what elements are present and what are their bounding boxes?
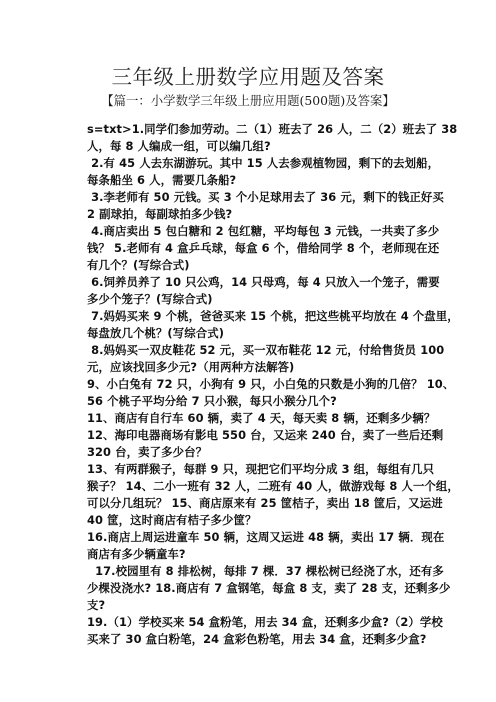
text-line: 6.饲养员养了 10 只公鸡，14 只母鸡，每 4 只放入一个笼子，需要 — [87, 275, 440, 289]
text-line: 2.有 45 人去东湖游玩。其中 15 人去参观植物园，剩下的去划船， — [87, 156, 440, 170]
text-line: 8.妈妈买一双皮鞋花 52 元，买一双布鞋花 12 元，付给售货员 100 — [87, 343, 445, 357]
text-line: 40 筐，这时商店有桔子多少筐？ — [87, 513, 257, 527]
text-line: 13、有两群猴子，每群 9 只，现把它们平均分成 3 组，每组有几只 — [87, 462, 435, 476]
text-line: 每盘放几个桃？(写综合式) — [87, 326, 225, 340]
text-line: 多少个笼子？(写综合式) — [87, 292, 213, 306]
text-line: 9、小白兔有 72 只，小狗有 9 只，小白兔的只数是小狗的几倍？ 10、 — [87, 377, 455, 391]
text-line: 19.（1）学校买来 54 盒粉笔，用去 34 盒，还剩多少盒?（2）学校 — [87, 615, 443, 629]
document-title: 三年级上册数学应用题及答案 — [111, 65, 385, 89]
text-line: 猴子？ 14、二小一班有 32 人，二班有 40 人，做游戏每 8 人一个组， — [87, 479, 459, 493]
text-line: 3.李老师有 50 元钱。买 3 个小足球用去了 36 元，剩下的钱正好买 — [87, 190, 444, 204]
text-line: 少棵没浇水? 18.商店有 7 盒钢笔，每盒 8 支，卖了 28 支，还剩多少 — [87, 581, 451, 595]
text-line: 17.校园里有 8 排松树，每排 7 棵．37 棵松树已经浇了水，还有多 — [87, 564, 444, 578]
text-line: 有几个？(写综合式) — [87, 258, 190, 272]
text-line: s=txt>1.同学们参加劳动。二（1）班去了 26 人，二（2）班去了 38 — [87, 122, 458, 136]
text-line: 可以分几组玩？ 15、商店原来有 25 筐桔子，卖出 18 筐后，又运进 — [87, 496, 443, 510]
text-line: 11、商店有自行车 60 辆，卖了 4 天，每天卖 8 辆，还剩多少辆？ — [87, 411, 436, 425]
text-line: 钱？ 5.老师有 4 盒乒乓球，每盒 6 个，借给同学 8 个，老师现在还 — [87, 241, 440, 255]
text-line: 16.商店上周运进童车 50 辆，这周又运进 48 辆，卖出 17 辆．现在 — [87, 530, 445, 544]
text-line: 56 个桃子平均分给 7 只小猴，每只小猴分几个? — [87, 394, 337, 408]
text-line: 商店有多少辆童车? — [87, 547, 186, 561]
text-line: 支? — [87, 598, 106, 612]
document-subtitle: 【篇一：小学数学三年级上册应用题(500题)及答案】 — [101, 93, 395, 108]
text-line: 人，每 8 人编成一组，可以编几组? — [87, 139, 271, 153]
text-line: 买来了 30 盒白粉笔，24 盒彩色粉笔，用去 34 盒，还剩多少盒? — [87, 632, 427, 646]
text-line: 7.妈妈买来 9 个桃，爸爸买来 15 个桃，把这些桃平均放在 4 个盘里， — [87, 309, 459, 323]
text-line: 2 副球拍，每副球拍多少钱? — [87, 207, 233, 221]
text-line: 320 台，卖了多少台？ — [87, 445, 208, 459]
text-line: 4.商店卖出 5 包白糖和 2 包红糖，平均每包 3 元钱，一共卖了多少 — [87, 224, 440, 238]
text-line: 每条船坐 6 人，需要几条船? — [87, 173, 237, 187]
text-line: 元，应该找回多少元?（用两种方法解答) — [87, 360, 295, 374]
text-line: 12、海印电器商场有影电 550 台，又运来 240 台，卖了一些后还剩 — [87, 428, 444, 442]
